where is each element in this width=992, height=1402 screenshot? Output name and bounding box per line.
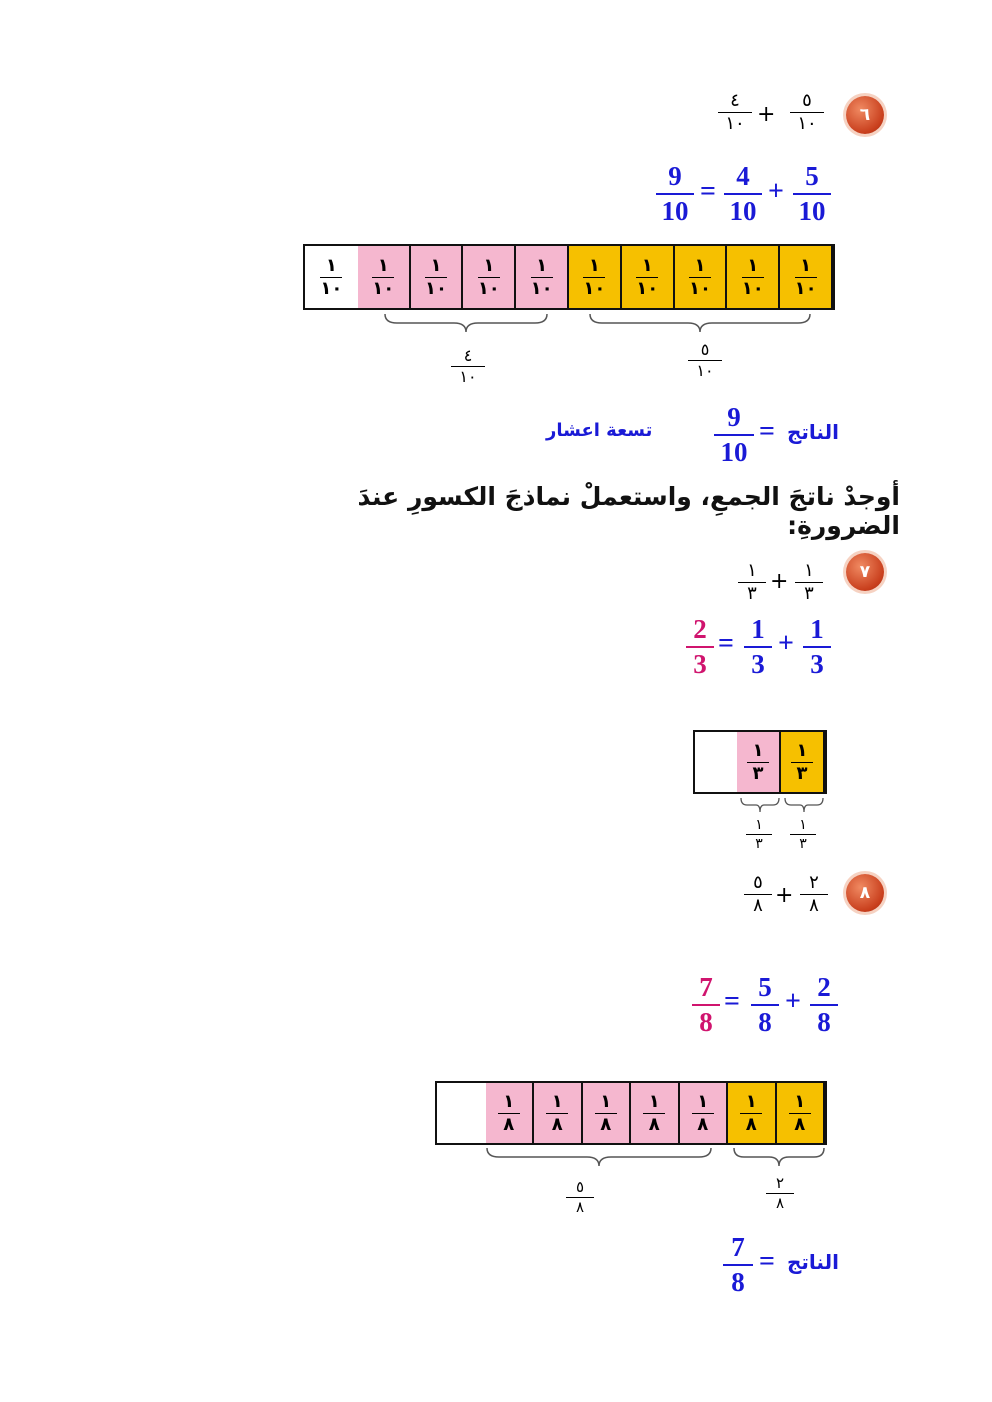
denominator: ٣ [804, 583, 814, 604]
fraction-bar [746, 834, 772, 835]
denominator: ٨ [745, 1113, 757, 1135]
exercise-8-number: ٨ [859, 883, 871, 903]
denominator: 3 [810, 649, 824, 679]
model-cell-tenth [463, 246, 516, 308]
ex6-problem-right-fraction [790, 92, 824, 133]
denominator: 3 [751, 649, 765, 679]
denominator: ١٠ [797, 113, 817, 134]
numerator: ١ [697, 1090, 709, 1112]
numerator: ١ [755, 817, 763, 833]
fraction-bar [810, 1004, 838, 1006]
fraction-bar [793, 193, 831, 195]
numerator: ١ [747, 254, 759, 276]
numerator: 9 [668, 161, 682, 191]
numerator: ١ [600, 1090, 612, 1112]
ex8-problem-left-fraction [744, 874, 772, 915]
numerator: 7 [699, 972, 713, 1002]
ex8-brace-label-five-eighths [566, 1180, 594, 1215]
denominator: ٨ [753, 895, 763, 916]
denominator: ٨ [809, 895, 819, 916]
ex8-brace-five-eighths [485, 1146, 713, 1168]
denominator: ٨ [775, 1194, 785, 1212]
numerator: ١ [694, 254, 706, 276]
numerator: 2 [817, 972, 831, 1002]
ex6-fraction-model-strip [303, 244, 835, 310]
ex8-brace-label-two-eighths [766, 1176, 794, 1211]
ex7-problem-plus: + [770, 569, 789, 594]
denominator: ٣ [799, 836, 807, 852]
ex8-problem-right-fraction [800, 874, 828, 915]
model-cell-empty [695, 732, 737, 792]
ex7-brace-left [739, 796, 781, 814]
ex7-brace-label-right [790, 818, 816, 851]
numerator: ١ [747, 560, 757, 581]
denominator: 8 [731, 1267, 745, 1297]
ex8-answer-equals: = [759, 1246, 775, 1277]
denominator: 10 [720, 437, 748, 467]
denominator: ١٠ [794, 277, 817, 299]
ex6-eq-result [656, 163, 694, 225]
denominator: ٨ [575, 1198, 585, 1216]
ex8-problem-plus: + [775, 883, 794, 908]
ex8-answer-label: الناتج [787, 1250, 839, 1274]
numerator: ١ [796, 739, 808, 761]
fraction-bar [790, 834, 816, 835]
numerator: 4 [736, 161, 750, 191]
numerator: ١ [430, 254, 442, 276]
ex8-answer-fraction [723, 1234, 753, 1296]
denominator: ٨ [648, 1113, 660, 1135]
numerator: ٥ [802, 90, 812, 111]
ex8-brace-two-eighths [732, 1146, 826, 1168]
denominator: ٣ [747, 583, 757, 604]
numerator: ١ [551, 1090, 563, 1112]
exercise-6-number-badge [846, 96, 884, 134]
numerator: ١ [799, 817, 807, 833]
ex6-answer-equals: = [759, 416, 775, 447]
denominator: ٣ [752, 762, 764, 784]
denominator: 10 [798, 196, 826, 226]
denominator: ١٠ [689, 277, 711, 299]
numerator: ٥ [753, 872, 763, 893]
ex6-answer-fraction [714, 404, 754, 466]
denominator: ١٠ [725, 113, 745, 134]
denominator: ٣ [755, 836, 763, 852]
numerator: ١ [503, 1090, 515, 1112]
model-cell-empty [437, 1083, 485, 1143]
numerator: ١ [794, 1090, 806, 1112]
model-cell-eighth [680, 1083, 729, 1143]
numerator: ٢ [809, 872, 819, 893]
model-cell-tenth [411, 246, 464, 308]
numerator: 5 [758, 972, 772, 1002]
ex6-brace-label-five-tenths [688, 342, 722, 379]
denominator: ١٠ [425, 277, 447, 299]
numerator: 2 [693, 614, 707, 644]
ex7-brace-right [783, 796, 825, 814]
ex7-problem-left-fraction [738, 562, 766, 603]
model-cell-eighth [728, 1083, 777, 1143]
fraction-bar [686, 646, 714, 648]
numerator: ١ [648, 1090, 660, 1112]
exercise-7-number-badge [846, 553, 884, 591]
exercise-6-number: ٦ [859, 105, 871, 125]
ex8-eq-fraction-b [751, 974, 779, 1036]
ex7-eq-equals: = [718, 628, 734, 659]
numerator: ١ [745, 1090, 757, 1112]
numerator: ١ [325, 254, 337, 276]
numerator: ١ [641, 254, 653, 276]
denominator: 3 [693, 649, 707, 679]
model-cell-tenth [358, 246, 411, 308]
ex6-eq-plus: + [768, 176, 784, 207]
ex6-eq-fraction-a [793, 163, 831, 225]
denominator: 8 [817, 1007, 831, 1037]
denominator: ٨ [697, 1113, 709, 1135]
denominator: ٨ [794, 1113, 806, 1135]
ex8-eq-plus: + [785, 986, 801, 1017]
numerator: 1 [751, 614, 765, 644]
fraction-bar [744, 646, 772, 648]
denominator: 8 [699, 1007, 713, 1037]
denominator: ١٠ [530, 277, 553, 299]
model-cell-tenth [727, 246, 780, 308]
numerator: ١ [483, 254, 495, 276]
ex7-fraction-model-strip [693, 730, 827, 794]
model-cell-eighth [631, 1083, 680, 1143]
ex8-eq-equals: = [724, 986, 740, 1017]
denominator: ١٠ [741, 277, 764, 299]
numerator: ٢ [775, 1174, 785, 1192]
numerator: ١ [752, 739, 764, 761]
ex6-brace-four-tenths [383, 312, 549, 334]
exercise-8-number-badge [846, 874, 884, 912]
numerator: ٥ [575, 1178, 585, 1196]
ex6-problem-plus: + [757, 102, 776, 127]
ex7-eq-fraction-a [803, 616, 831, 678]
ex7-eq-result [686, 616, 714, 678]
denominator: ١٠ [459, 367, 477, 386]
instruction-text: أوجدْ ناتجَ الجمعِ، واستعملْ نماذجَ الكسورِ عندَ الضرورةِ: [357, 482, 900, 540]
model-cell-tenth [516, 246, 569, 308]
model-cell-eighth [583, 1083, 632, 1143]
model-cell-tenth [305, 246, 358, 308]
numerator: ٤ [730, 90, 740, 111]
ex7-eq-fraction-b [744, 616, 772, 678]
numerator: 1 [810, 614, 824, 644]
model-cell-third [737, 732, 781, 792]
model-cell-tenth [569, 246, 622, 308]
ex7-problem-right-fraction [795, 562, 823, 603]
ex6-eq-equals: = [700, 176, 716, 207]
denominator: ٨ [551, 1113, 563, 1135]
numerator: ٥ [700, 340, 710, 359]
denominator: ١٠ [372, 277, 395, 299]
model-cell-tenth [622, 246, 675, 308]
ex6-problem-left-fraction [718, 92, 752, 133]
denominator: 10 [729, 196, 757, 226]
fraction-bar [751, 1004, 779, 1006]
denominator: ٨ [600, 1113, 612, 1135]
ex6-brace-label-four-tenths [451, 348, 485, 385]
ex8-eq-fraction-a [810, 974, 838, 1036]
ex6-eq-fraction-b [724, 163, 762, 225]
model-cell-tenth [675, 246, 728, 308]
fraction-bar [714, 434, 754, 436]
numerator: ١ [588, 254, 600, 276]
denominator: ١٠ [477, 277, 500, 299]
numerator: 5 [805, 161, 819, 191]
model-cell-third [781, 732, 825, 792]
fraction-bar [723, 1264, 753, 1266]
exercise-7-number: ٧ [859, 562, 871, 582]
fraction-bar [656, 193, 694, 195]
denominator: ١٠ [320, 277, 343, 299]
ex6-brace-five-tenths [588, 312, 812, 334]
fraction-bar [692, 1004, 720, 1006]
model-cell-eighth [534, 1083, 583, 1143]
ex6-answer-label: الناتج [787, 420, 839, 444]
denominator: 10 [661, 196, 689, 226]
model-cell-eighth [486, 1083, 535, 1143]
denominator: ٨ [503, 1113, 515, 1135]
model-cell-eighth [777, 1083, 826, 1143]
model-cell-tenth [780, 246, 833, 308]
numerator: 9 [727, 402, 741, 432]
numerator: ٤ [463, 346, 473, 365]
ex7-eq-plus: + [778, 628, 794, 659]
numerator: 7 [731, 1232, 745, 1262]
ex7-brace-label-left [746, 818, 772, 851]
numerator: ١ [800, 254, 812, 276]
ex8-eq-result [692, 974, 720, 1036]
denominator: 8 [758, 1007, 772, 1037]
ex6-answer-words: تسعة اعشار [546, 420, 653, 441]
denominator: ٣ [796, 762, 808, 784]
numerator: ١ [377, 254, 389, 276]
numerator: ١ [804, 560, 814, 581]
denominator: ١٠ [636, 277, 659, 299]
denominator: ١٠ [696, 361, 714, 380]
ex8-fraction-model-strip [435, 1081, 827, 1145]
fraction-bar [724, 193, 762, 195]
fraction-bar [803, 646, 831, 648]
numerator: ١ [536, 254, 548, 276]
denominator: ١٠ [583, 277, 606, 299]
